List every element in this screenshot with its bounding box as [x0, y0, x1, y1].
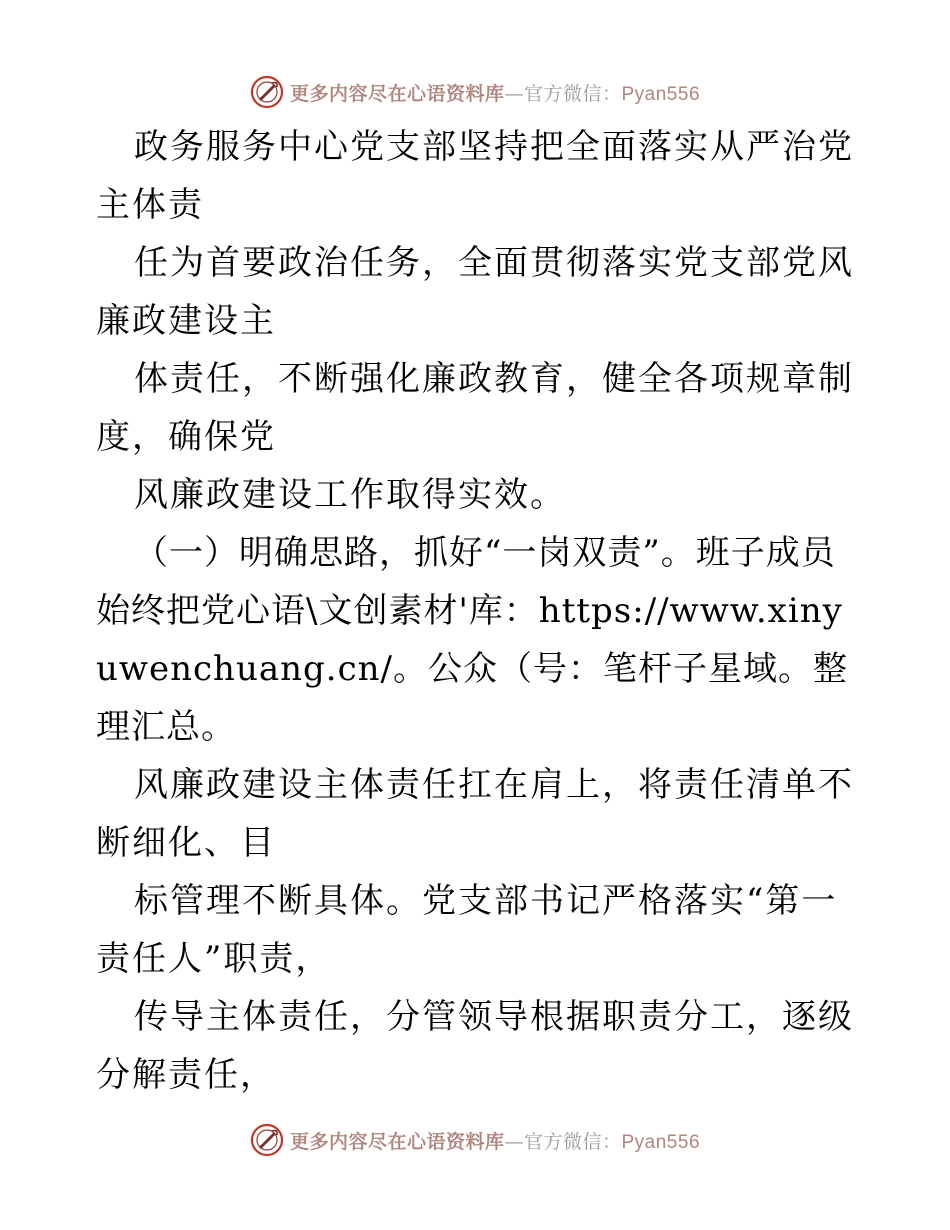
watermark-main: 更多内容尽在心语资料库: [289, 1130, 505, 1153]
watermark-text: [290, 1127, 700, 1154]
watermark-separator: —: [504, 82, 524, 105]
watermark-wechat-id: Pyan556: [621, 83, 701, 105]
watermark-separator: —: [504, 1130, 524, 1153]
header-watermark-banner: [0, 72, 950, 112]
watermark-official-label: 官方微信：: [523, 82, 622, 105]
watermark-wechat-id: Pyan556: [621, 1131, 701, 1153]
quill-seal-icon: [250, 75, 284, 109]
footer-watermark-banner: [0, 1120, 950, 1160]
paragraph: 政务服务中心党支部坚持把全面落实从严治党主体责: [96, 127, 854, 225]
paragraph: 任为首要政治任务，全面贯彻落实党支部党风廉政建设主: [96, 243, 854, 341]
watermark-text: [290, 79, 700, 106]
paragraph: 风廉政建设主体责任扛在肩上，将责任清单不断细化、目: [96, 765, 854, 863]
paragraph: 传导主体责任，分管领导根据职责分工，逐级分解责任，: [96, 997, 854, 1095]
paragraph: 体责任，不断强化廉政教育，健全各项规章制度，确保党: [96, 359, 854, 457]
paragraph: （一）明确思路，抓好“一岗双责”。班子成员始终把党心语\文创素材'库：https://www.xinyuwenchuang.cn/。公众（号：笔杆子星域。整理汇总。: [96, 533, 848, 747]
watermark-main: 更多内容尽在心语资料库: [289, 82, 505, 105]
paragraph: 风廉政建设工作取得实效。: [134, 475, 566, 515]
quill-seal-icon: [250, 1123, 284, 1157]
paragraph: 标管理不断具体。党支部书记严格落实“第一责任人”职责，: [96, 881, 838, 979]
document-body: [96, 118, 856, 1104]
watermark-official-label: 官方微信：: [523, 1130, 622, 1153]
